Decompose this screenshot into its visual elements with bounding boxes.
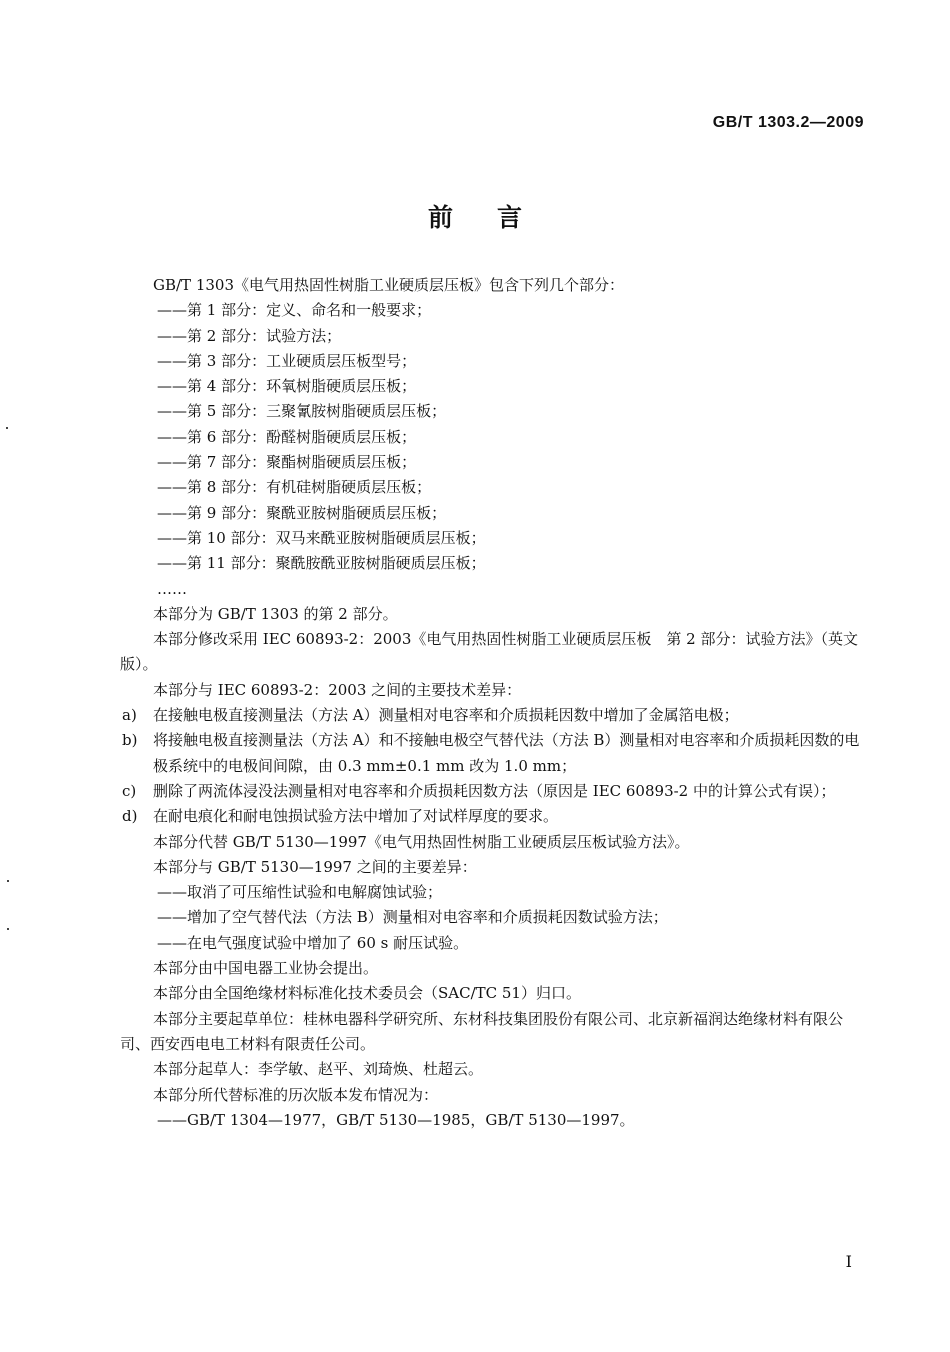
item-text: 将接触电极直接测量法（方法 A）和不接触电极空气替代法（方法 B）测量相对电容率和介质损耗因数的电极系统中的电极间间隙，由 0.3 mm±0.1 mm 改为 1.0 mm；: [153, 731, 860, 775]
part-list-item: ——第 1 部分：定义、命名和一般要求；: [157, 301, 432, 320]
old-differences-heading: 本部分与 GB/T 5130—1997 之间的主要差异：: [153, 857, 477, 876]
history-item: ——GB/T 1304—1977，GB/T 5130—1985，GB/T 5130—1997。: [157, 1110, 635, 1129]
intro-paragraph: GB/T 1303《电气用热固性树脂工业硬质层压板》包含下列几个部分：: [153, 276, 625, 294]
item-text: 删除了两流体浸没法测量相对电容率和介质损耗因数方法（原因是 IEC 60893-2 中的计算公式有误）；: [153, 781, 836, 800]
old-difference-item: ——增加了空气替代法（方法 B）测量相对电容率和介质损耗因数试验方法；: [157, 908, 668, 927]
replace-paragraph: 本部分代替 GB/T 5130—1997《电气用热固性树脂工业硬质层压板试验方法》。: [153, 832, 690, 851]
part-list-item: ——第 7 部分：聚酯树脂硬质层压板；: [157, 453, 417, 472]
part-list-item: ——第 9 部分：聚酰亚胺树脂硬质层压板；: [157, 503, 447, 522]
part-list-item: ——第 3 部分：工业硬质层压板型号；: [157, 351, 417, 370]
part-list-item: ——第 5 部分：三聚氰胺树脂硬质层压板；: [157, 402, 447, 421]
part-list-item: ——第 10 部分：双马来酰亚胺树脂硬质层压板；: [157, 528, 486, 547]
old-difference-item: ——在电气强度试验中增加了 60 s 耐压试验。: [157, 933, 469, 952]
scan-speck: [7, 928, 9, 930]
modify-paragraph: 本部分修改采用 IEC 60893-2：2003《电气用热固性树脂工业硬质层压板 第 2 部分：试验方法》（英文版）。: [120, 630, 858, 674]
item-label: c): [122, 781, 137, 800]
scan-speck: [7, 880, 9, 882]
page-title: 前言: [427, 203, 566, 232]
difference-item: [120, 804, 865, 829]
part-list-item: ——第 8 部分：有机硅树脂硬质层压板；: [157, 478, 432, 497]
item-label: a): [122, 706, 137, 725]
difference-item: [120, 703, 865, 728]
item-text: 在耐电痕化和耐电蚀损试验方法中增加了对试样厚度的要求。: [153, 807, 559, 826]
proposed-paragraph: 本部分由中国电器工业协会提出。: [153, 959, 379, 978]
part-list-item: ——第 11 部分：聚酰胺酰亚胺树脂硬质层压板；: [157, 554, 486, 573]
page-number: I: [845, 1252, 852, 1271]
part-list-item: ——第 2 部分：试验方法；: [157, 326, 342, 345]
item-text: 在接触电极直接测量法（方法 A）测量相对电容率和介质损耗因数中增加了金属箔电极；: [153, 706, 739, 725]
part-list-ellipsis: ……: [157, 579, 187, 598]
drafters-paragraph: 本部分起草人：李学敏、赵平、刘琦焕、杜超云。: [153, 1060, 484, 1079]
difference-item: [120, 779, 865, 804]
item-label: b): [122, 731, 138, 750]
part-list-item: ——第 4 部分：环氧树脂硬质层压板；: [157, 377, 417, 396]
scan-speck: [6, 427, 8, 429]
standard-number: GB/T 1303.2—2009: [712, 114, 864, 131]
foreword-body: [120, 273, 865, 1133]
old-difference-item: ——取消了可压缩性试验和电解腐蚀试验；: [157, 883, 443, 902]
centralized-paragraph: 本部分由全国绝缘材料标准化技术委员会（SAC/TC 51）归口。: [153, 984, 581, 1003]
iec-differences-heading: 本部分与 IEC 60893-2：2003 之间的主要技术差异：: [153, 680, 522, 699]
history-paragraph: 本部分所代替标准的历次版本发布情况为：: [153, 1085, 439, 1104]
drafting-units-paragraph: 本部分主要起草单位：桂林电器科学研究所、东材科技集团股份有限公司、北京新福润达绝缘材料有限公司、西安西电电工材料有限责任公司。: [120, 1009, 844, 1053]
part-of-paragraph: 本部分为 GB/T 1303 的第 2 部分。: [153, 604, 398, 623]
part-list-item: ——第 6 部分：酚醛树脂硬质层压板；: [157, 427, 417, 446]
item-label: d): [122, 807, 138, 826]
difference-item: [120, 728, 865, 779]
